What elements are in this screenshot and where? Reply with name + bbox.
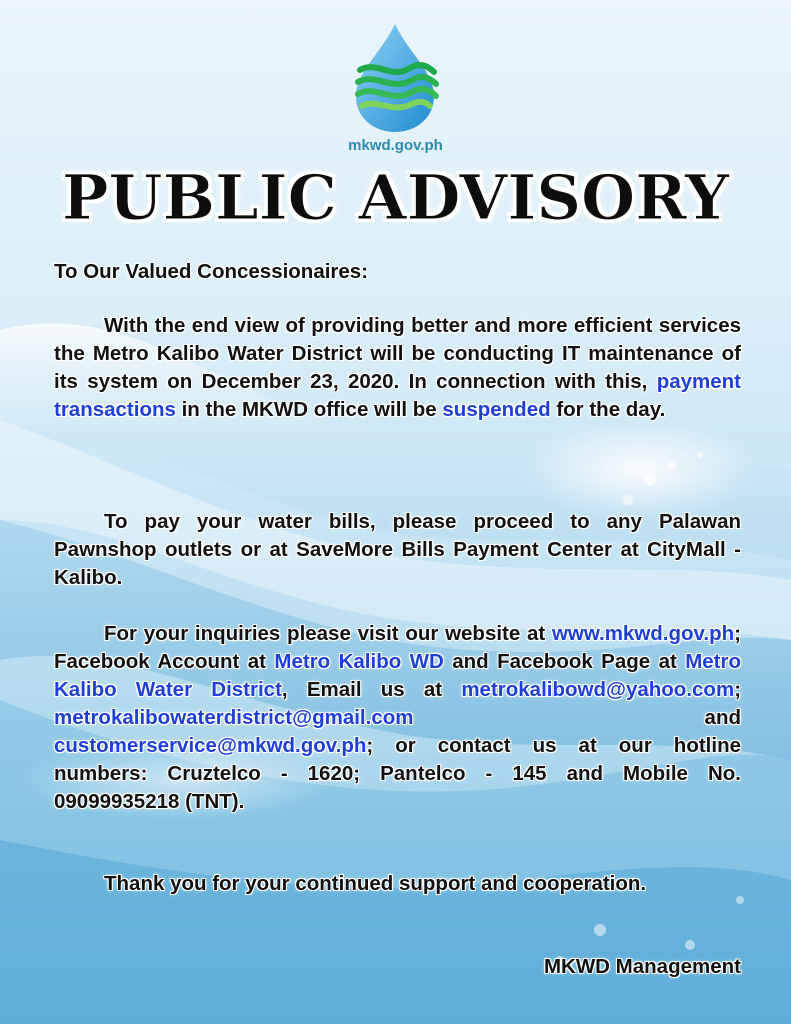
paragraph-4: Thank you for your continued support and cooperation. [104,872,647,895]
greeting: To Our Valued Concessionaires: [54,260,369,283]
signature: MKWD Management [543,955,741,978]
paragraph-2: To pay your water bills, please proceed to any Palawan Pawnshop outlets or at SaveMore Bills Payment Center at CityMall - Kalibo. [54,510,741,589]
email-customerservice-link[interactable]: customerservice@mkwd.gov.ph [54,734,367,757]
site-url: mkwd.gov.ph [348,137,443,154]
suspended-link[interactable]: suspended [442,398,551,421]
payment-transactions-link[interactable]: payment transactions [54,370,741,421]
facebook-page-link[interactable]: Metro Kalibo Water District [54,650,742,701]
email-yahoo-link[interactable]: metrokalibowd@yahoo.com [461,678,735,701]
water-drop-logo-icon [350,22,440,134]
page-title: PUBLIC ADVISORY [61,161,730,234]
email-gmail-link[interactable]: metrokalibowaterdistrict@gmail.com [54,706,414,729]
paragraph-3: For your inquiries please visit our website at www.mkwd.gov.ph; Facebook Account at Metro Kalibo WD and Facebook Page at Metro Kalibo Water District, Email us at metrokalibowd@yahoo.com; metrokalibowaterdistrict@gmail.com and customerservice@mkwd.gov.ph; or contact us at our hotline numbers: Cruztelco - 1620; Pantelco - 145 and Mobile No. 09099935218 (TNT). [54,622,742,813]
facebook-account-link[interactable]: Metro Kalibo WD [274,650,444,673]
paragraph-1: With the end view of providing better and more efficient services the Metro Kalibo Water District will be conducting IT maintenance of its system on December 23, 2020. In connection with this, payment transactions in the MKWD office will be suspended for the day. [54,314,741,421]
website-link[interactable]: www.mkwd.gov.ph [551,622,735,645]
